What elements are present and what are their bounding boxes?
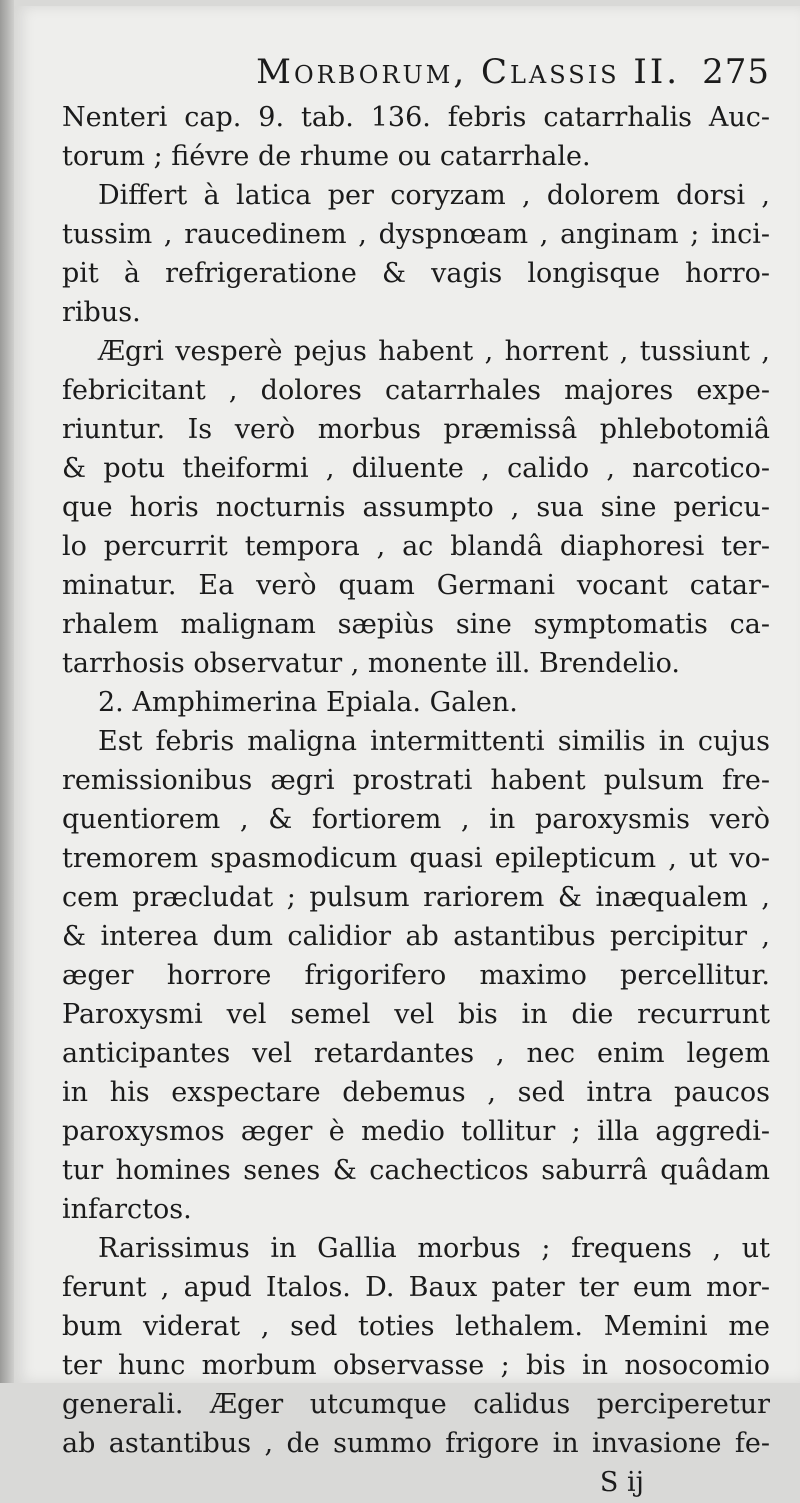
book-page	[14, 6, 800, 1498]
text-line: ab astantibus , de summo frigore in invasione fe-	[62, 1428, 770, 1459]
paragraph-aegri	[62, 332, 770, 683]
text-line: ferunt , apud Italos. D. Baux pater ter eum mor-	[62, 1272, 770, 1303]
text-line: generali. Æger utcumque calidus perciperetur	[62, 1389, 770, 1420]
text-line: remissionibus ægri prostrati habent pulsum fre-	[62, 765, 770, 796]
text-line: bum viderat , sed toties lethalem. Memini me	[62, 1311, 770, 1342]
text-line: que horis nocturnis assumpto , sua sine pericu-	[62, 492, 770, 523]
page-number: 275	[702, 52, 770, 92]
running-title: Morborum, Classis II.	[256, 52, 681, 92]
book-gutter-shadow	[0, 0, 14, 1383]
section-heading-amphimerina	[62, 683, 770, 722]
text-line: tarrhosis observatur , monente ill. Brendelio.	[62, 648, 680, 679]
text-line: æger horrore frigorifero maximo percellitur.	[62, 960, 770, 991]
text-line: riuntur. Is verò morbus præmissâ phlebotomiâ	[62, 414, 770, 445]
text-line: ribus.	[62, 297, 141, 328]
text-line: lo percurrit tempora , ac blandâ diaphoresi ter-	[62, 531, 770, 562]
text-line: minatur. Ea verò quam Germani vocant catar-	[62, 570, 770, 601]
text-line: ter hunc morbum observasse ; bis in nosocomio	[62, 1350, 770, 1381]
text-line: rhalem malignam sæpiùs sine symptomatis ca-	[62, 609, 770, 640]
running-header	[62, 46, 770, 98]
text-line: Rarissimus in Gallia morbus ; frequens , ut	[98, 1233, 770, 1264]
paragraph-differt	[62, 176, 770, 332]
text-line: 2. Amphimerina Epiala. Galen.	[98, 687, 518, 718]
text-line: cem præcludat ; pulsum rariorem & inæqualem ,	[62, 882, 770, 913]
text-line: Paroxysmi vel semel vel bis in die recurrunt	[62, 999, 770, 1030]
text-line: Differt à latica per coryzam , dolorem dorsi ,	[98, 180, 770, 211]
paragraph-synonyms	[62, 98, 770, 176]
text-line: & potu theiformi , diluente , calido , narcotico-	[62, 453, 770, 484]
text-line: pit à refrigeratione & vagis longisque horro-	[62, 258, 770, 289]
text-line: infarctos.	[62, 1194, 192, 1225]
text-line: anticipantes vel retardantes , nec enim legem	[62, 1038, 770, 1069]
text-line: tussim , raucedinem , dyspnœam , anginam ; inci-	[62, 219, 770, 250]
text-line: torum ; fiévre de rhume ou catarrhale.	[62, 141, 591, 172]
text-line: & interea dum calidior ab astantibus percipitur ,	[62, 921, 770, 952]
text-line: paroxysmos æger è medio tollitur ; illa aggredi-	[62, 1116, 770, 1147]
text-line: tur homines senes & cachecticos saburrâ quâdam	[62, 1155, 770, 1186]
paragraph-rarissimus	[62, 1229, 770, 1463]
paragraph-est-febris	[62, 722, 770, 1229]
text-line: in his exspectare debemus , sed intra paucos	[62, 1077, 770, 1108]
text-line: febricitant , dolores catarrhales majores expe-	[62, 375, 770, 406]
text-line: quentiorem , & fortiorem , in paroxysmis verò	[62, 804, 770, 835]
text-line: Ægri vesperè pejus habent , horrent , tussiunt ,	[98, 336, 770, 367]
text-line: tremorem spasmodicum quasi epilepticum , ut vo-	[62, 843, 770, 874]
page-text-block	[62, 46, 770, 1503]
text-line: Nenteri cap. 9. tab. 136. febris catarrhalis Auc-	[62, 102, 770, 133]
signature-mark: S ij	[599, 1467, 644, 1498]
text-line: Est febris maligna intermittenti similis in cujus	[98, 726, 770, 757]
